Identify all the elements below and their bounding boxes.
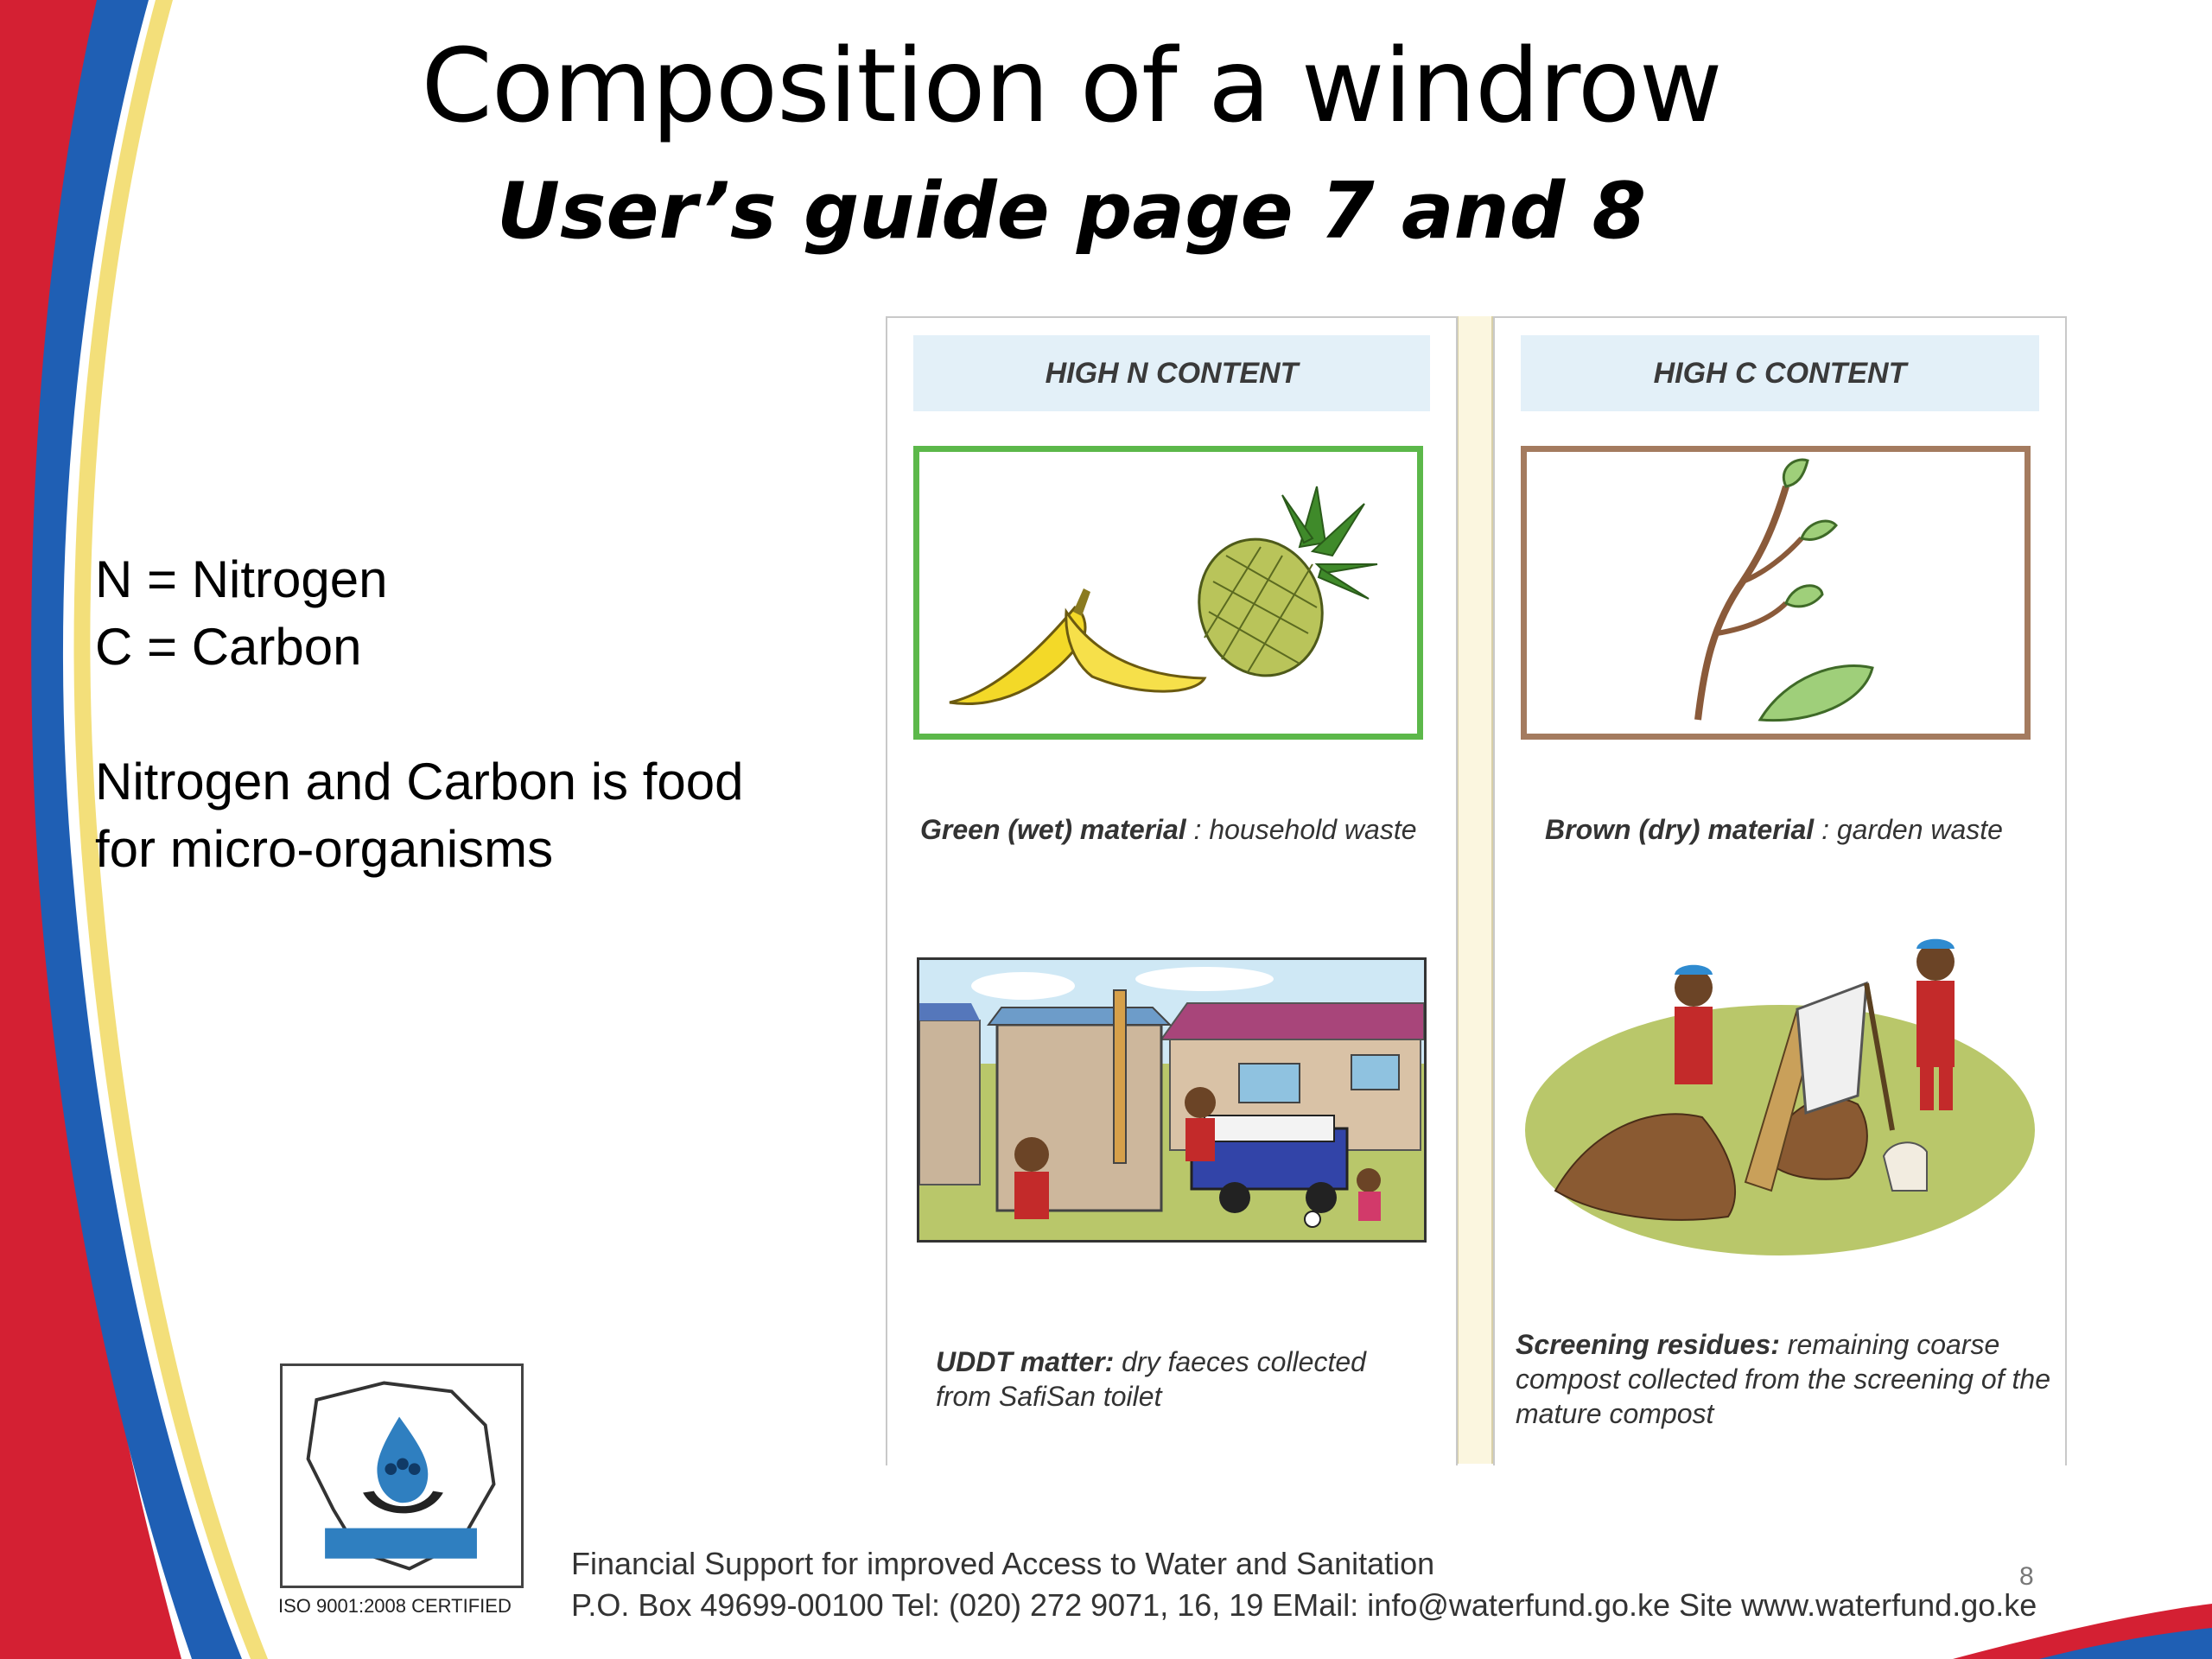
high-c-header: HIGH C CONTENT: [1521, 335, 2039, 411]
green-material-caption-title: Green (wet) material: [920, 814, 1186, 845]
brown-material-caption: [1545, 812, 2046, 847]
green-material-frame: [913, 446, 1423, 740]
nitrogen-definition: N = Nitrogen: [95, 550, 388, 608]
screening-caption-text: remaining coarse compost collected from the screening of the mature compost: [1516, 1329, 2050, 1429]
uddt-scene-illustration: [917, 957, 1427, 1243]
brown-material-caption-title: Brown (dry) material: [1545, 814, 1815, 845]
slide-subtitle: User’s guide page 7 and 8: [496, 166, 1647, 257]
high-n-panel: [886, 316, 1458, 1465]
iso-certification: ISO 9001:2008 CERTIFIED: [278, 1595, 512, 1617]
carbon-definition: C = Carbon: [95, 618, 362, 676]
brown-material-frame: [1521, 446, 2031, 740]
definitions-text: [95, 546, 743, 883]
spacer: [95, 681, 743, 748]
slide-title: Composition of a windrow: [421, 26, 1722, 145]
screening-scene-illustration: [1521, 931, 2039, 1260]
food-statement-line2: for micro-organisms: [95, 820, 554, 878]
uddt-caption-text: dry faeces collected from SafiSan toilet: [936, 1346, 1366, 1412]
uddt-caption: [936, 1344, 1420, 1414]
screening-caption: [1516, 1327, 2051, 1431]
page-number: 8: [2019, 1562, 2034, 1591]
water-fund-logo: [280, 1363, 524, 1588]
panel-gutter: [1457, 316, 1493, 1464]
brown-material-caption-text: : garden waste: [1814, 814, 2003, 845]
uddt-caption-title: UDDT matter:: [936, 1346, 1115, 1377]
high-n-header: HIGH N CONTENT: [913, 335, 1430, 411]
footer-contact: [571, 1543, 2037, 1626]
branch-leaves-illustration: [1527, 452, 2024, 734]
footer-address: P.O. Box 49699-00100 Tel: (020) 272 9071, 16, 19 EMail: info@waterfund.go.ke Site www.waterfund.go.ke: [571, 1587, 2037, 1623]
footer-tagline: Financial Support for improved Access to Water and Sanitation: [571, 1546, 1435, 1581]
banana-pineapple-illustration: [919, 452, 1417, 734]
food-statement-line1: Nitrogen and Carbon is food: [95, 753, 744, 810]
screening-caption-title: Screening residues:: [1516, 1329, 1780, 1360]
green-material-caption-text: : household waste: [1185, 814, 1417, 845]
green-material-caption: [920, 812, 1421, 847]
high-c-panel: [1493, 316, 2067, 1465]
